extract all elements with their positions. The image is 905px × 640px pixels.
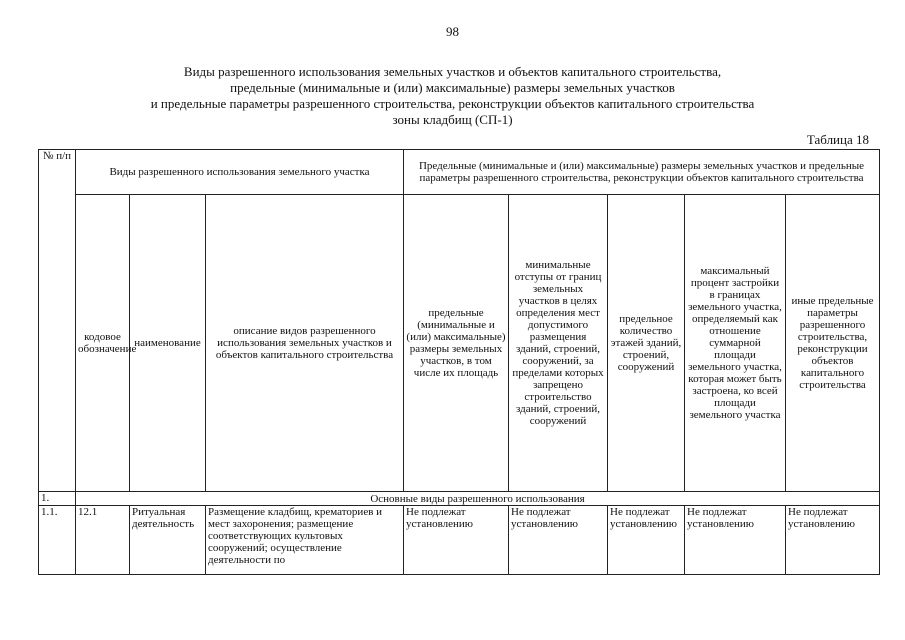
row-name-text: Ритуальная деятельность [132,506,195,530]
row-description-text: Размещение кладбищ, крематориев и мест захоронения; размещение соответствующих культовых сооружений; осуществление деятельности по [208,506,383,566]
header-setbacks: минимальные отступы от границ земельных участков в целях определения мест допустимого размещения зданий, строений, сооружений, за пределами которых запрещено строительство зданий, строений, сооружений [509,195,608,492]
land-use-table [38,149,880,575]
header-types-group: Виды разрешенного использования земельного участка [76,150,404,195]
table-row [39,506,880,575]
header-name: наименование [130,195,206,492]
title-line-1: Виды разрешенного использования земельных участков и объектов капитального строительства, [183,64,722,79]
row-num: 1.1. [39,506,76,575]
section-title: Основные виды разрешенного использования [76,492,880,506]
header-floors: предельное количество этажей зданий, строений, сооружений [608,195,685,492]
header-coverage: максимальный процент застройки в границах земельного участка, определяемый как отношение суммарной площади земельного участка, которая может быть застроена, ко всей площади земельного участка [685,195,786,492]
row-plot-size: Не подлежат установлению [404,506,509,575]
document-title [60,64,845,128]
row-name [130,506,206,575]
row-floors: Не подлежат установлению [608,506,685,575]
section-row [39,492,880,506]
header-plot-size: предельные (минимальные и (или) максимальные) размеры земельных участков, в том числе их площадь [404,195,509,492]
header-code: кодовое обозначение [76,195,130,492]
row-coverage: Не подлежат установлению [685,506,786,575]
header-row-sub [39,195,880,492]
table-label: Таблица 18 [806,132,869,147]
header-row-top [39,150,880,195]
header-description: описание видов разрешенного использования земельных участков и объектов капитального строительства [206,195,404,492]
row-setbacks: Не подлежат установлению [509,506,608,575]
header-limits-group: Предельные (минимальные и (или) максимальные) размеры земельных участков и предельные параметры разрешенного строительства, реконструкции объектов капитального строительства [404,150,880,195]
title-line-3: и предельные параметры разрешенного строительства, реконструкции объектов капитального строительства [150,96,755,111]
row-description [206,506,404,575]
header-num: № п/п [39,150,76,492]
title-line-2: предельные (минимальные и (или) максимальные) размеры земельных участков [230,80,675,95]
title-line-4: зоны кладбищ (СП-1) [392,112,513,127]
header-other: иные предельные параметры разрешенного строительства, реконструкции объектов капитального строительства [786,195,880,492]
section-num: 1. [39,492,76,506]
row-other: Не подлежат установлению [786,506,880,575]
row-code: 12.1 [76,506,130,575]
page-number: 98 [446,24,459,39]
